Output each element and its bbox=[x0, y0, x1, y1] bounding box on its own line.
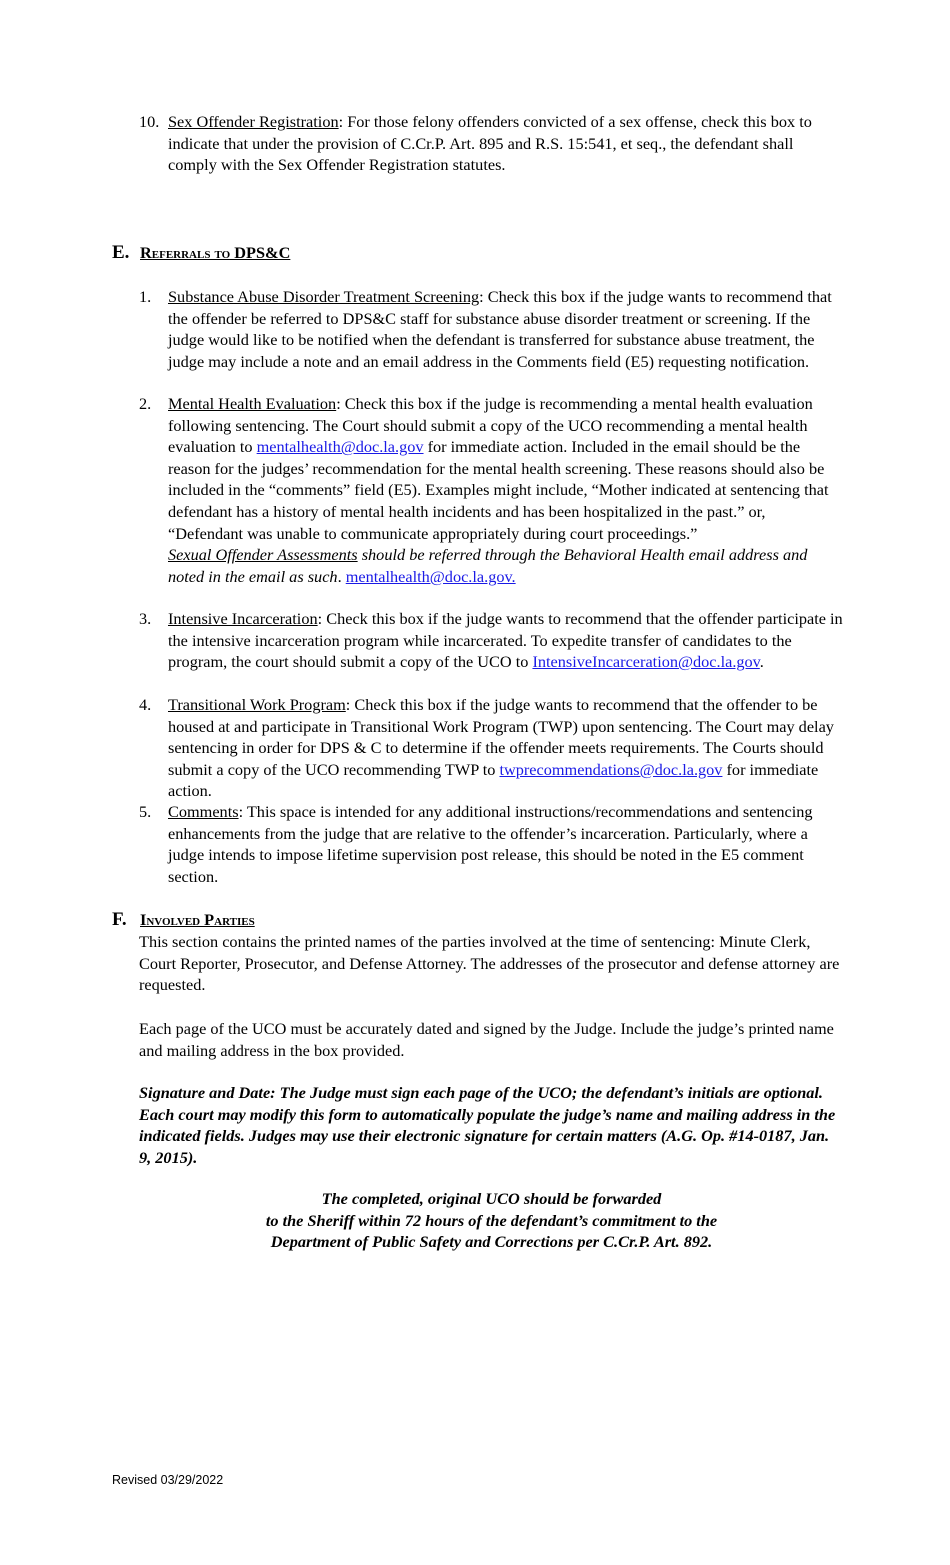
email-link-mentalhealth-2[interactable]: mentalhealth@doc.la.gov. bbox=[345, 566, 516, 586]
item-text: : This space is intended for any additional instructions/recommendations and sentencing enhancements from the judge that are relative to the offender’s incarceration. Particularly, where a judge intends to impose lifetime supervision post release, this should be noted in the E5 comment section. bbox=[168, 802, 813, 886]
list-number: 10. bbox=[139, 112, 160, 131]
list-item-intensive-incarceration bbox=[139, 608, 844, 673]
revision-footer: Revised 03/29/2022 bbox=[112, 1473, 224, 1487]
section-e-heading bbox=[112, 242, 290, 264]
item-title: Sex Offender Registration bbox=[168, 112, 339, 131]
signing-paragraph: Each page of the UCO must be accurately dated and signed by the Judge. Include the judge’s printed name and mailing address in the box provided. bbox=[139, 1019, 834, 1060]
item-text: . bbox=[759, 652, 764, 672]
signature-note: Signature and Date: The Judge must sign each page of the UCO; the defendant’s initials are optional. Each court may modify this form to automatically populate the judge’s name and mailing address in the indicated fields. Judges may use their electronic signature for certain matters (A.G. Op. #14-0187, Jan. 9, 2015). bbox=[139, 1083, 836, 1167]
list-number: 4. bbox=[139, 695, 152, 714]
closing-line: Department of Public Safety and Corrections per C.Cr.P. Art. 892. bbox=[270, 1232, 713, 1252]
item-text: : For those felony offenders convicted of a sex offense, check this box to indicate that under the provision of C.Cr.P. Art. 895 and R.S. 15:541, et seq., the defendant shall comply with the Sex Offender Registration statutes. bbox=[168, 112, 812, 175]
list-item-comments bbox=[139, 801, 844, 887]
email-link-intensive-incarceration[interactable]: IntensiveIncarceration@doc.la.gov bbox=[532, 652, 760, 672]
list-number: 2. bbox=[139, 394, 152, 413]
italic-period: . bbox=[337, 566, 346, 586]
item-title: Intensive Incarceration bbox=[168, 609, 318, 628]
italic-title: Sexual Offender Assessments bbox=[168, 545, 358, 565]
item-text: for immediate action. Included in the email should be the reason for the judges’ recommendation for the mental health screening. These reasons should also be included in the “comments” field (E5). Examples might include, “Mother indicated at sentencing that defendant has a history of mental health incidents and has been hospitalized in the past.” or, “Defendant was unable to communicate appropriately during court proceedings.” bbox=[168, 437, 829, 543]
item-text: : Check this box if the judge wants to recommend that the offender be referred to DPS&C staff for substance abuse disorder treatment or screening. If the judge would like to be notified when the defendant is transferred for substance abuse treatment, the judge may include a note and an email address in the Comments field (E5) requesting notification. bbox=[168, 287, 832, 371]
closing-note bbox=[139, 1188, 844, 1253]
list-number: 1. bbox=[139, 287, 152, 306]
list-item-mental-health bbox=[139, 393, 844, 587]
section-letter: E. bbox=[112, 242, 130, 263]
list-number: 5. bbox=[139, 802, 152, 821]
item-title: Transitional Work Program bbox=[168, 695, 346, 714]
item-text: : Check this box if the judge wants to recommend that the offender participate in the intensive incarceration program while incarcerated. To expedite transfer of candidates to the program, the court should submit a copy of the UCO to bbox=[168, 609, 843, 672]
list-item-sex-offender-registration bbox=[139, 111, 844, 176]
item-title: Mental Health Evaluation bbox=[168, 394, 337, 413]
section-f-heading bbox=[112, 909, 255, 931]
italic-text: should be referred through the Behavioral Health email address and noted in the email as such bbox=[168, 545, 808, 586]
closing-line: The completed, original UCO should be forwarded bbox=[321, 1189, 662, 1208]
email-link-twp[interactable]: twprecommendations@doc.la.gov bbox=[499, 759, 723, 779]
section-title: Referrals to DPS&C bbox=[140, 243, 291, 262]
closing-line: to the Sheriff within 72 hours of the defendant’s commitment to the bbox=[265, 1210, 718, 1230]
involved-parties-paragraph: This section contains the printed names of the parties involved at the time of sentencing: Minute Clerk, Court Reporter, Prosecutor, and Defense Attorney. The addresses of the prosecutor and defense attorney are requested. bbox=[139, 932, 840, 995]
list-number: 3. bbox=[139, 609, 152, 628]
item-text: : Check this box if the judge wants to recommend that the offender to be housed at and participate in Transitional Work Program (TWP) upon sentencing. The Court may delay sentencing in order for DPS & C to determine if the offender meets requirements. The Courts should submit a copy of the UCO recommending TWP to bbox=[168, 695, 834, 779]
item-title: Comments bbox=[168, 802, 239, 821]
item-title: Substance Abuse Disorder Treatment Screening bbox=[168, 287, 480, 306]
item-text: for immediate action. bbox=[168, 759, 819, 801]
item-text: : Check this box if the judge is recommending a mental health evaluation following sentencing. The Court should submit a copy of the UCO recommending a mental health evaluation to bbox=[168, 394, 813, 457]
list-item-transitional-work bbox=[139, 694, 844, 802]
section-letter: F. bbox=[112, 909, 127, 930]
list-item-substance-abuse bbox=[139, 286, 844, 372]
email-link-mentalhealth[interactable]: mentalhealth@doc.la.gov bbox=[256, 437, 424, 457]
section-title: Involved Parties bbox=[140, 910, 255, 929]
